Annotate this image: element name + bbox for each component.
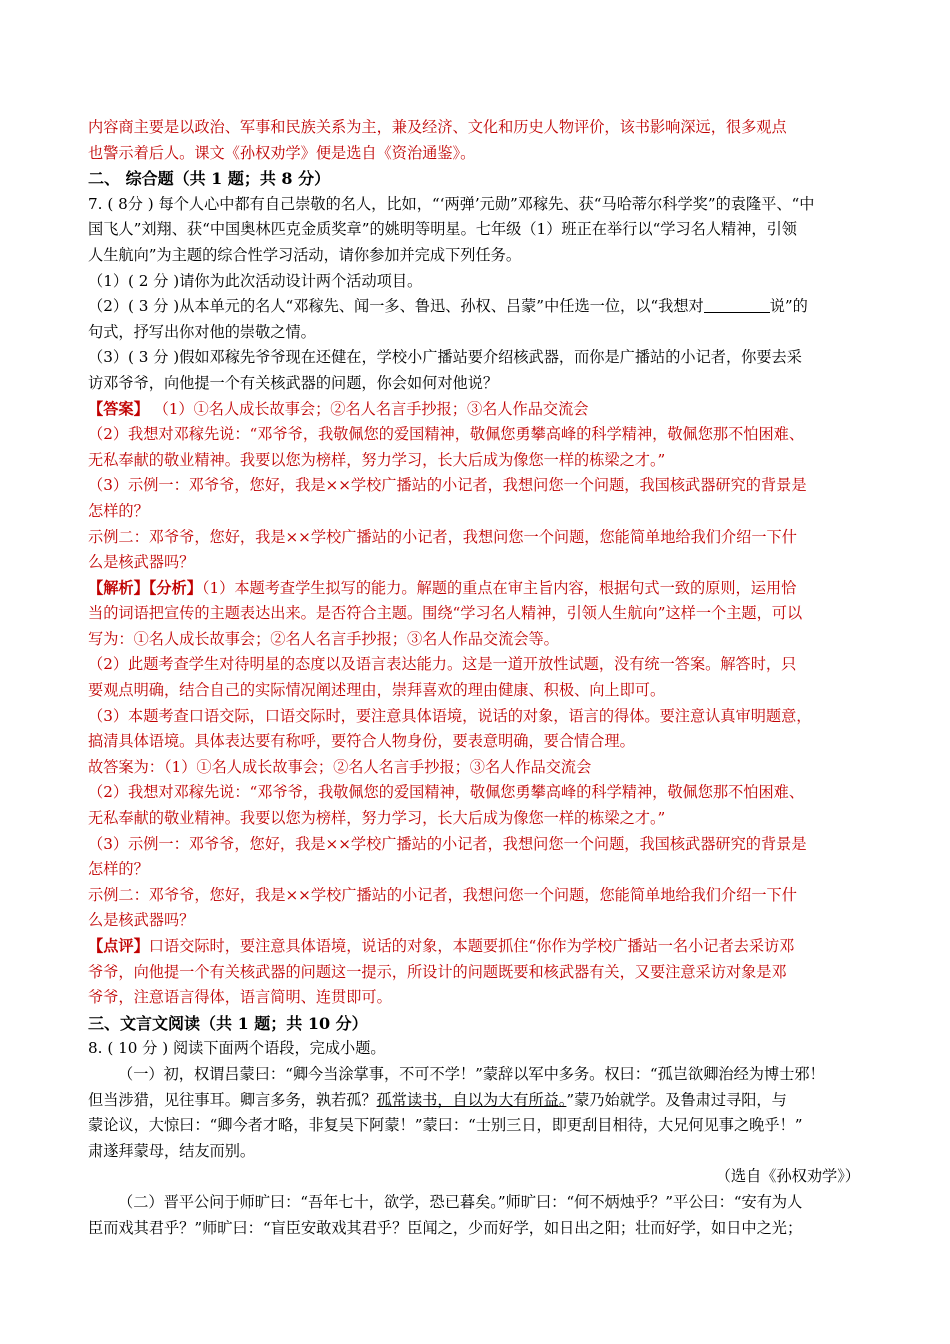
passage-text: 但当涉猎，见往事耳。卿言多务，孰若孤？ — [88, 1090, 377, 1109]
answer-line — [88, 397, 866, 423]
analysis-line: 么是核武器吗？ — [88, 911, 195, 930]
q7-sub2-text: 说”的 — [769, 297, 808, 316]
analysis-line — [88, 576, 866, 602]
question-8 — [88, 1036, 866, 1241]
q8-stem: 8. ( 10 分 ) 阅读下面两个语段，完成小题。 — [88, 1039, 386, 1058]
analysis-line: 怎样的？ — [88, 860, 149, 879]
passage-1-line — [88, 1088, 866, 1114]
q7-subquestion-3: （3）( 3 分 )假如邓稼先爷爷现在还健在，学校小广播站要介绍核武器，而你是广播站的小记者，你要去采 — [88, 348, 802, 367]
analysis-line: 要观点明确，结合自己的实际情况阐述理由，崇拜喜欢的理由健康、积极、向上即可。 — [88, 681, 666, 700]
q7-sub3-line: 访邓爷爷，向他提一个有关核武器的问题，你会如何对他说？ — [88, 373, 499, 392]
answer-line: （3）示例一：邓爷爷，您好，我是××学校广播站的小记者，我想问您一个问题，我国核武器研究的背景是 — [88, 476, 807, 495]
answer-line: 示例二：邓爷爷，您好，我是××学校广播站的小记者，我想问您一个问题，您能简单地给我们介绍一下什 — [88, 527, 797, 546]
passage-1-source: （选自《孙权劝学》） — [715, 1167, 860, 1186]
intro-paragraph — [88, 115, 866, 166]
section-3-heading: 三、文言文阅读（共 1 题；共 10 分） — [88, 1013, 368, 1033]
passage-text: ”蒙乃始就学。及鲁肃过寻阳，与 — [566, 1090, 787, 1109]
comment-tag: 【点评】 — [88, 937, 149, 955]
section-2-heading: 二、 综合题（共 1 题；共 8 分） — [88, 169, 331, 189]
q7-stem-line: 人生航向”为主题的综合性学习活动，请你参加并完成下列任务。 — [88, 245, 522, 264]
analysis-line: 无私奉献的敬业精神。我要以您为榜样，努力学习，长大后成为像您一样的栋梁之才。” — [88, 809, 666, 828]
comment-line: 爷爷，注意语言得体，语言简明、连贯即可。 — [88, 988, 392, 1007]
analysis-line: 示例二：邓爷爷，您好，我是××学校广播站的小记者，我想问您一个问题，您能简单地给我们介绍一下什 — [88, 885, 797, 904]
question-7 — [88, 192, 866, 1011]
fill-blank — [704, 296, 770, 313]
q7-sub2-text: （2）( 3 分 )从本单元的名人“邓稼先、闻一多、鲁迅、孙权、吕蒙”中任选一位，以“我想对 — [88, 297, 704, 316]
comment-line: 爷爷，向他提一个有关核武器的问题这一提示，所设计的问题既要和核武器有关，又要注意采访对象是邓 — [88, 962, 787, 981]
analysis-line: 故答案为：（1）①名人成长故事会；②名人名言手抄报；③名人作品交流会 — [88, 757, 592, 776]
q7-subquestion-2 — [88, 294, 866, 320]
passage-1-line: 肃遂拜蒙母，结友而别。 — [88, 1141, 256, 1160]
analysis-line: （2）我想对邓稼先说：“邓爷爷，我敬佩您的爱国精神，敬佩您勇攀高峰的科学精神，敬佩您那不怕困难、 — [88, 783, 805, 802]
analysis-line: （3）本题考查口语交际，口语交际时，要注意具体语境，说话的对象，语言的得体。要注意认真审明题意， — [88, 706, 812, 725]
passage-2-line: （二）晋平公问于师旷曰：“吾年七十，欲学，恐已暮矣。”师旷曰：“何不炳烛乎？”平公曰：“安有为人 — [118, 1192, 803, 1211]
intro-line: 内容商主要是以政治、军事和民族关系为主，兼及经济、文化和历史人物评价，该书影响深远，很多观点 — [88, 118, 787, 136]
q7-stem-line: 国飞人”刘翔、获“中国奥林匹克金质奖章”的姚明等明星。七年级（1）班正在举行以“学习名人精神，引领 — [88, 220, 797, 239]
analysis-line: （3）示例一：邓爷爷，您好，我是××学校广播站的小记者，我想问您一个问题，我国核武器研究的背景是 — [88, 834, 807, 853]
intro-line: 也警示着后人。课文《孙权劝学》便是选自《资治通鉴》。 — [88, 143, 476, 162]
q7-stem-line: 7. ( 8分 ) 每个人心中都有自己崇敬的名人，比如，“‘两弹’元勋”邓稼先、获“马哈蒂尔科学奖”的袁隆平、“中 — [88, 194, 815, 213]
analysis-text: （1）本题考查学生拟写的能力。解题的重点在审主旨内容，根据句式一致的原则，运用恰 — [201, 578, 797, 597]
answer-tag: 【答案】 — [88, 399, 149, 418]
q7-subquestion-1: （1）( 2 分 )请你为此次活动设计两个活动项目。 — [88, 271, 423, 290]
analysis-line: 搞清具体语境。具体表达要有称呼，要符合人物身份，要表意明确，要合情合理。 — [88, 732, 635, 751]
passage-2-line: 臣而戏其君乎？”师旷曰：“盲臣安敢戏其君乎？臣闻之，少而好学，如日出之阳；壮而好学，如日中之光； — [88, 1218, 803, 1237]
q7-sub2-line: 句式，抒写出你对他的崇敬之情。 — [88, 322, 316, 341]
comment-line — [88, 934, 866, 960]
analysis-tag: 【解析】【分析】 — [88, 578, 202, 597]
answer-line: （2）我想对邓稼先说：“邓爷爷，我敬佩您的爱国精神，敬佩您勇攀高峰的科学精神，敬佩您那不怕困难、 — [88, 425, 805, 444]
answer-line: 怎样的？ — [88, 501, 149, 520]
analysis-line: 写为：①名人成长故事会；②名人名言手抄报；③名人作品交流会等。 — [88, 629, 559, 648]
analysis-line: 当的词语把宣传的主题表达出来。是否符合主题。围绕“学习名人精神，引领人生航向”这样一个主题，可以 — [88, 604, 803, 623]
analysis-line: （2）此题考查学生对待明星的态度以及语言表达能力。这是一道开放性试题，没有统一答案。解答时，只 — [88, 655, 797, 674]
underlined-sentence: 孤常读书，自以为大有所益。 — [376, 1090, 567, 1109]
answer-text: （1）①名人成长故事会；②名人名言手抄报；③名人作品交流会 — [153, 399, 589, 418]
document-page — [88, 115, 866, 1241]
passage-1-line: （一）初，权谓吕蒙曰：“卿今当涂掌事，不可不学！”蒙辞以军中多务。权曰：“孤岂欲卿治经为博士邪！ — [118, 1064, 825, 1083]
answer-line: 么是核武器吗？ — [88, 553, 195, 572]
comment-text: 口语交际时，要注意具体语境，说话的对象，本题要抓住“你作为学校广播站一名小记者去采访邓 — [148, 937, 795, 955]
answer-line: 无私奉献的敬业精神。我要以您为榜样，努力学习，长大后成为像您一样的栋梁之才。” — [88, 450, 666, 469]
passage-1-line: 蒙论议，大惊曰：“卿今者才略，非复吴下阿蒙！”蒙曰：“士别三日，即更刮目相待，大兄何见事之晚乎！” — [88, 1116, 803, 1135]
